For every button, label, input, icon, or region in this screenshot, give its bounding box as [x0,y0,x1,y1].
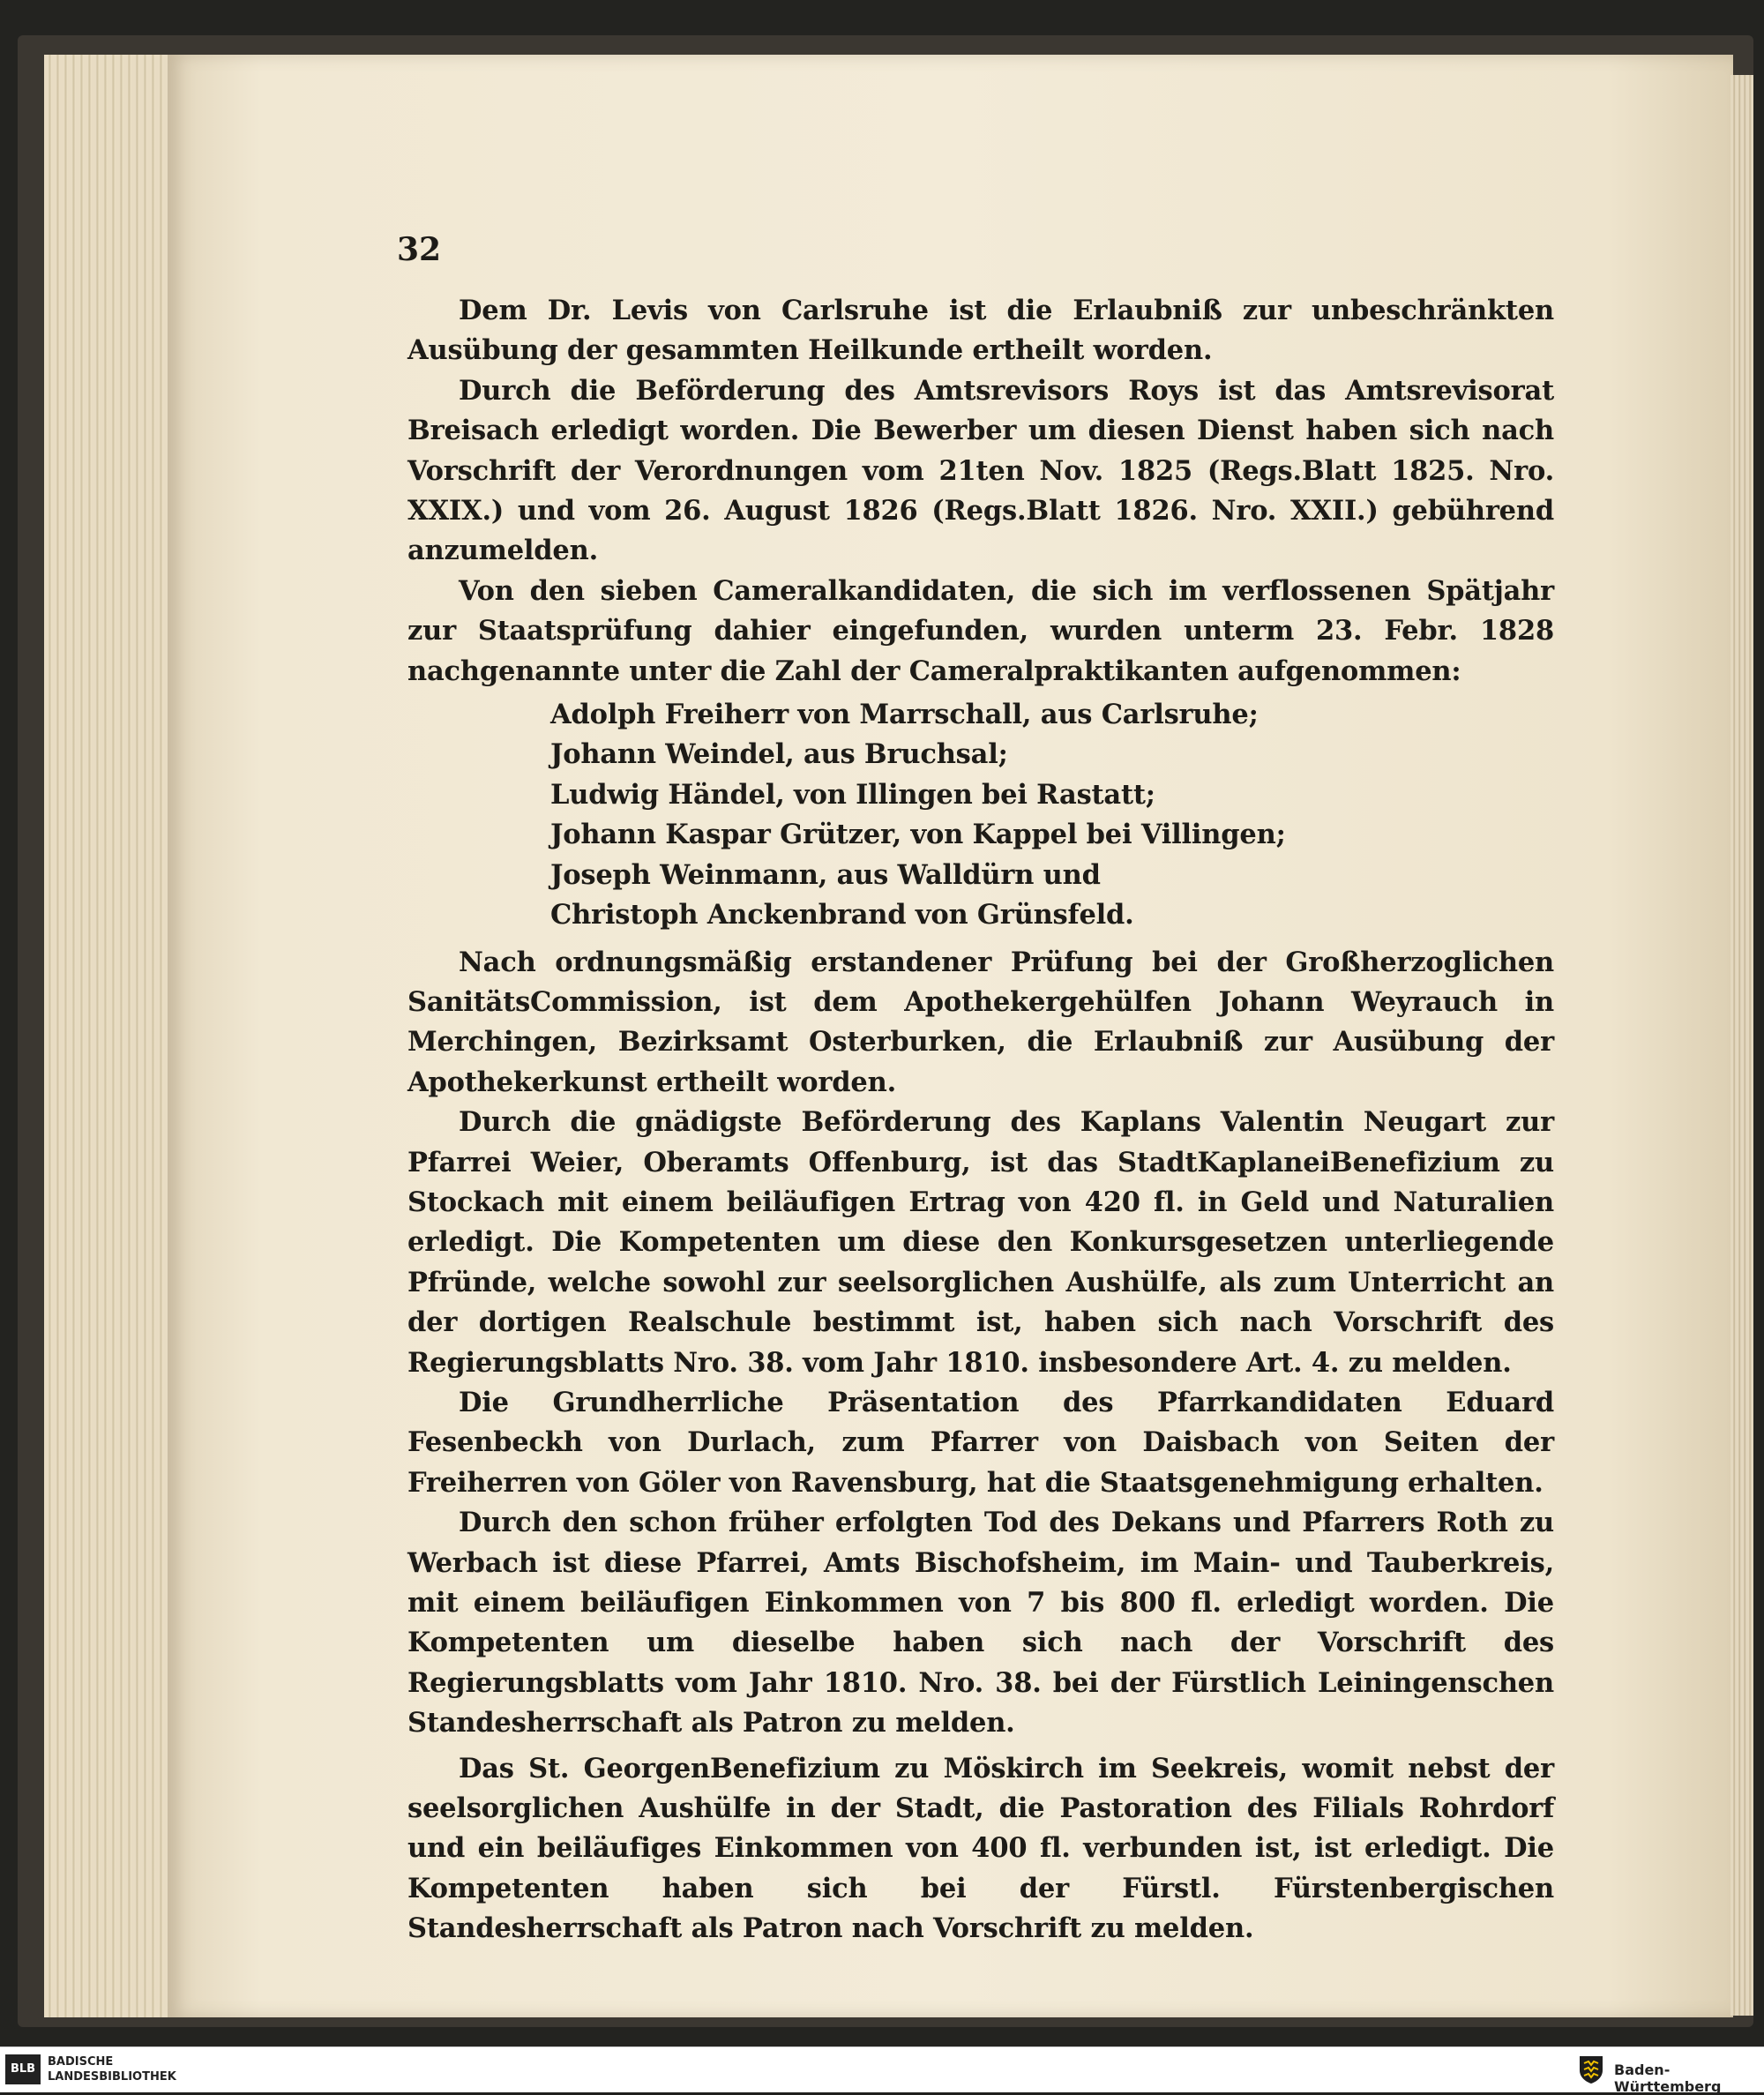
text-body [407,291,1554,1949]
page-edges-left [44,55,176,2017]
state-name: Baden-Württemberg [1614,2061,1722,2095]
list-item: Joseph Weinmann, aus Walldürn und [550,858,1101,891]
paragraph: Durch den schon früher erfolgten Tod des Dekans und Pfarrers Roth zu Werbach ist diese Pfarrei, Amts Bischofsheim, im Main- und Tauberkreis, mit einem beiläufigen Einkommen von 7 bis 800 fl. erledigt worden. Die Kompetenten um dieselbe haben sich nach der Vorschrift des Regierungsblatts vom Jahr 1810. Nro. 38. bei der Fürstlich Leiningenschen Standesherrschaft als Patron zu melden. [407,1507,1554,1740]
coat-of-arms-icon[interactable] [1577,2054,1605,2084]
list-item: Johann Kaspar Grützer, von Kappel bei Villingen; [550,819,1286,851]
paragraph: Das St. GeorgenBenefizium zu Möskirch im Seekreis, womit nebst der seelsorglichen Aushülfe in der Stadt, die Pastoration des Filials Rohrdorf und ein beiläufiges Einkommen von 400 fl. verbunden ist, ist erledigt. Die Kompetenten haben sich bei der Fürstl. Fürstenbergischen Standesherrschaft als Patron nach Vorschrift zu melden. [407,1752,1554,1945]
list-item: Adolph Freiherr von Marrschall, aus Carlsruhe; [550,699,1259,731]
library-name-line: LANDESBIBLIOTHEK [48,2070,176,2084]
list-item: Christoph Anckenbrand von Grünsfeld. [550,899,1134,932]
blb-logo-icon[interactable]: BLB [5,2054,41,2084]
page-number: 32 [397,231,442,268]
paragraph: Durch die gnädigste Beförderung des Kaplans Valentin Neugart zur Pfarrei Weier, Oberamts Offenburg, ist das StadtKaplaneiBenefizium zu Stockach mit einem beiläufigen Ertrag von 420 fl. in Geld und Naturalien erledigt. Die Kompetenten um diese den Konkursgesetzen unterliegende Pfründe, welche sowohl zur seelsorglichen Aushülfe, als zum Unterricht an der dortigen Realschule bestimmt ist, haben sich nach Vorschrift des Regierungsblatts Nro. 38. vom Jahr 1810. insbesondere Art. 4. zu melden. [407,1106,1554,1379]
paragraph: Von den sieben Cameralkandidaten, die sich im verflossenen Spätjahr zur Staatsprüfung dahier eingefunden, wurden unterm 23. Febr. 1828 nachgenannte unter die Zahl der Cameralpraktikanten aufgenommen: [407,574,1554,687]
page-edges-right [1730,75,1753,2016]
candidate-list [407,695,1554,935]
list-item: Ludwig Händel, von Illingen bei Rastatt; [550,778,1155,811]
library-name-line: BADISCHE [48,2055,114,2069]
list-item: Johann Weindel, aus Bruchsal; [550,738,1008,771]
paragraph: Durch die Beförderung des Amtsrevisors Roys ist das Amtsrevisorat Breisach erledigt worden. Die Bewerber um diesen Dienst haben sich nach Vorschrift der Verordnungen vom 21ten Nov. 1825 (Regs.Blatt 1825. Nro. XXIX.) und vom 26. August 1826 (Regs.Blatt 1826. Nro. XXII.) gebührend anzumelden. [407,374,1554,567]
library-name [48,2054,176,2084]
paragraph: Dem Dr. Levis von Carlsruhe ist die Erlaubniß zur unbeschränkten Ausübung der gesammten Heilkunde ertheilt worden. [407,295,1554,367]
paragraph: Die Grundherrliche Präsentation des Pfarrkandidaten Eduard Fesenbeckh von Durlach, zum Pfarrer von Daisbach von Seiten der Freiherren von Göler von Ravensburg, hat die Staatsgenehmigung erhalten. [407,1386,1554,1499]
paragraph: Nach ordnungsmäßig erstandener Prüfung bei der Großherzoglichen SanitätsCommission, ist dem Apothekergehülfen Johann Weyrauch in Merchingen, Bezirksamt Osterburken, die Erlaubniß zur Ausübung der Apothekerkunst ertheilt worden. [407,946,1554,1098]
viewer-footer [0,2046,1764,2095]
